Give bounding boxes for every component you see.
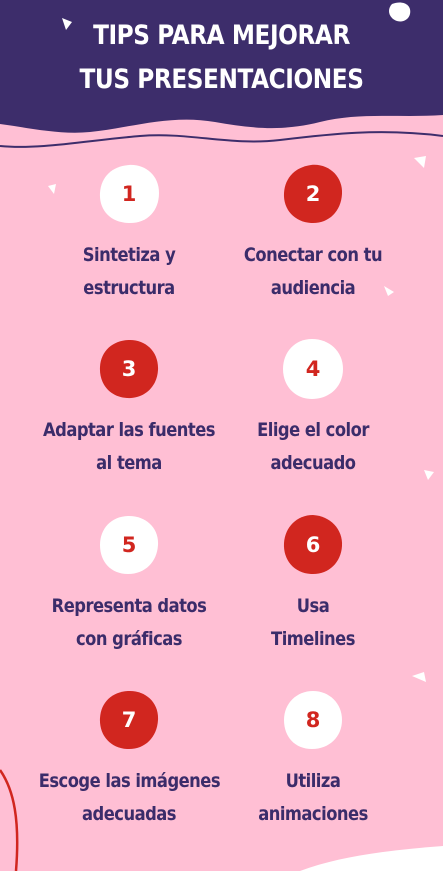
tip-number: 5	[121, 533, 137, 557]
tip-number: 3	[121, 357, 137, 381]
tip-label-line-2: animaciones	[258, 803, 368, 825]
page-title	[31, 14, 412, 102]
tip-label-line-1: Elige el color	[257, 419, 369, 441]
tip-label-line-2: Timelines	[271, 628, 355, 650]
tip-label	[24, 239, 234, 305]
title-line-1: TIPS PARA MEJORAR	[93, 20, 350, 51]
tip-number: 2	[305, 182, 321, 206]
fleck-shape	[412, 672, 426, 682]
tip-label-line-2: adecuado	[270, 452, 356, 474]
tip-number: 6	[305, 533, 321, 557]
tip-label-line-1: Usa	[296, 595, 330, 617]
tip-number: 8	[305, 708, 321, 732]
tip-label	[24, 765, 234, 831]
tip-label-line-2: estructura	[83, 277, 175, 299]
tip-number: 4	[305, 357, 321, 381]
number-badge	[97, 163, 161, 225]
tip-label-line-2: al tema	[96, 452, 162, 474]
number-badge	[97, 514, 161, 576]
fleck-shape	[424, 470, 434, 480]
tip-label	[208, 414, 418, 480]
tip-label-line-2: con gráficas	[76, 628, 182, 650]
tip-label	[208, 765, 418, 831]
tip-label	[24, 414, 234, 480]
red-curve-shape	[0, 770, 17, 871]
tip-label-line-1: Adaptar las fuentes	[43, 419, 215, 441]
fleck-shape	[48, 184, 56, 194]
tip-label-line-1: Conectar con tu	[243, 244, 383, 266]
tip-number: 1	[121, 182, 137, 206]
tip-number: 7	[121, 708, 137, 732]
tip-label-line-2: adecuadas	[82, 803, 176, 825]
number-badge	[281, 338, 345, 400]
tip-label-line-1: Escoge las imágenes	[38, 770, 221, 792]
tip-label-line-1: Utiliza	[285, 770, 341, 792]
tip-label	[24, 590, 234, 656]
tip-label-line-1: Representa datos	[51, 595, 207, 617]
tip-label	[208, 239, 418, 305]
tip-label	[208, 590, 418, 656]
number-badge	[281, 689, 345, 751]
number-badge	[97, 338, 161, 400]
white-arc-shape	[300, 846, 443, 871]
number-badge	[281, 514, 345, 576]
number-badge	[97, 689, 161, 751]
tip-label-line-2: audiencia	[270, 277, 356, 299]
number-badge	[281, 163, 345, 225]
tip-label-line-1: Sintetiza y	[82, 244, 176, 266]
title-line-2: TUS PRESENTACIONES	[79, 64, 364, 95]
